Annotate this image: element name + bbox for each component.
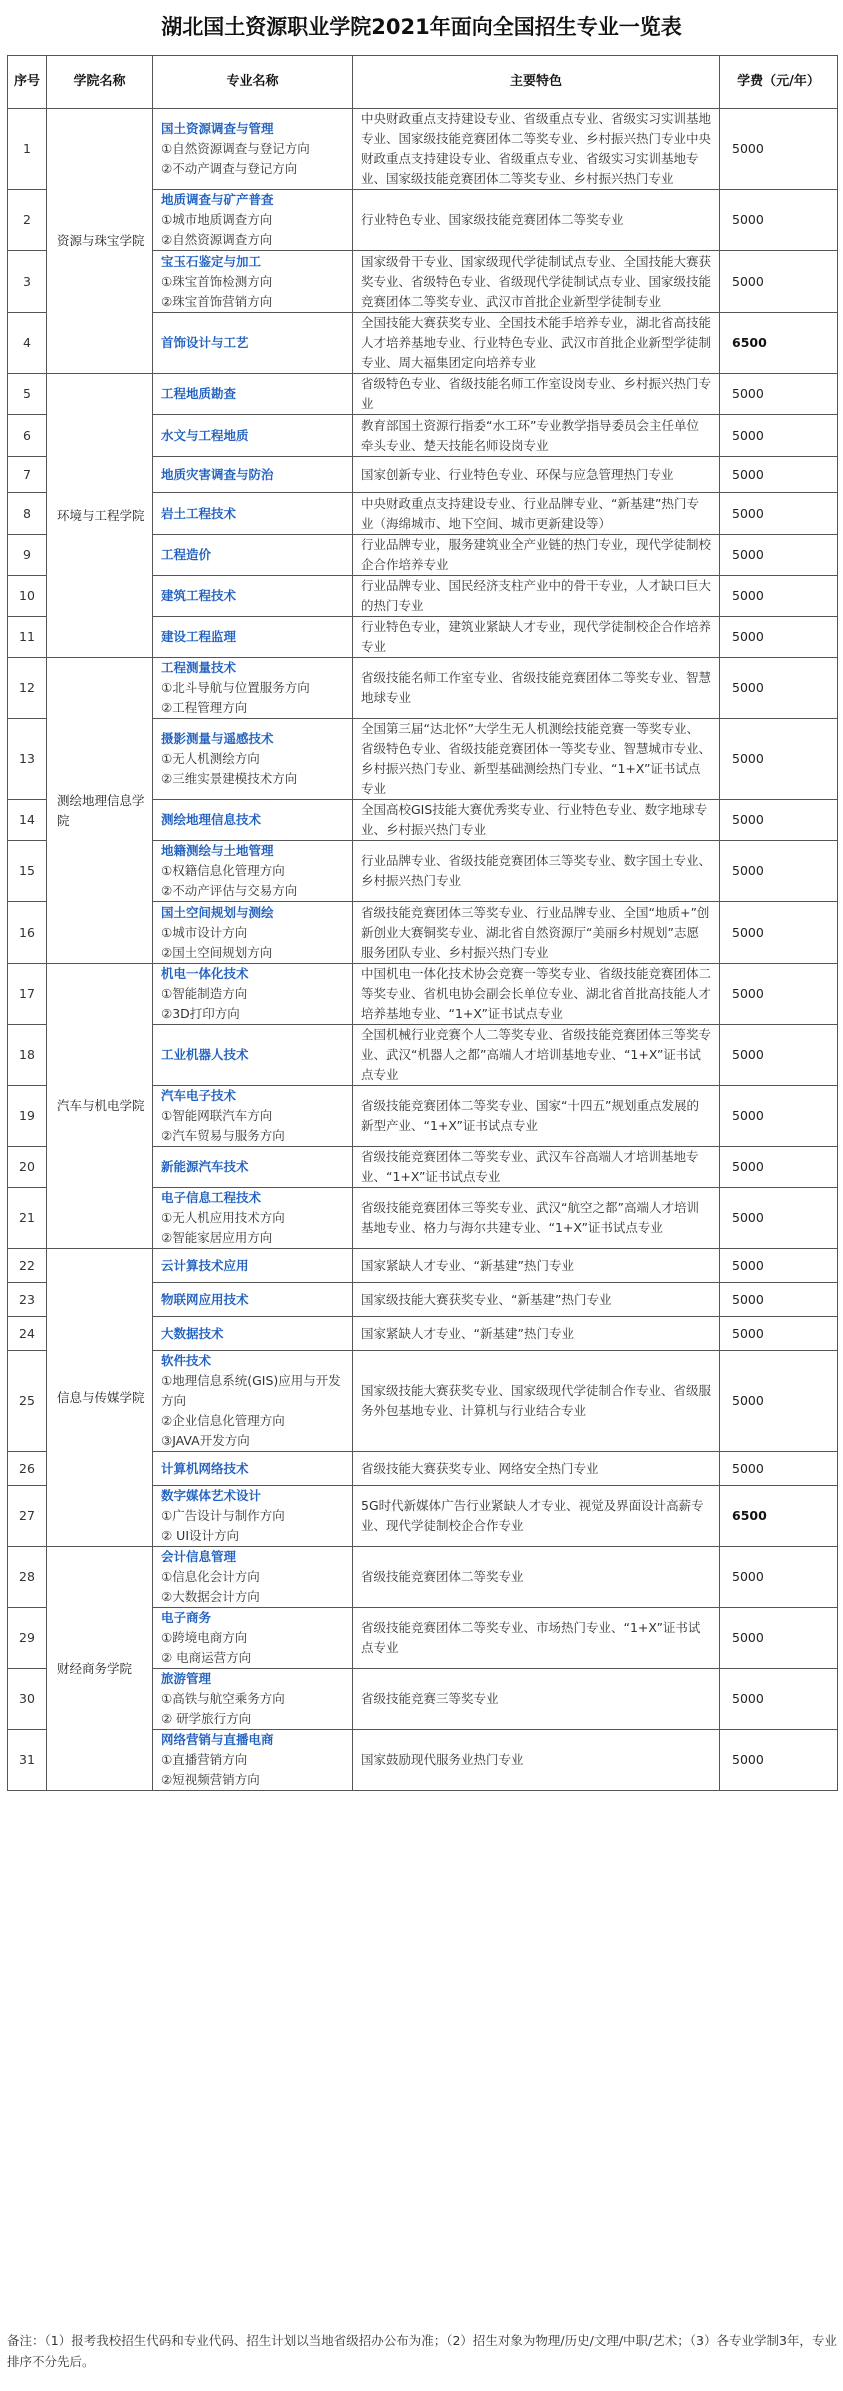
major-direction: ①自然资源调查与登记方向 xyxy=(161,141,310,156)
row-number: 3 xyxy=(8,251,47,313)
major-direction: ①跨境电商方向 xyxy=(161,1630,248,1645)
row-number: 10 xyxy=(8,576,47,617)
major-features: 中国机电一体化技术协会竞赛一等奖专业、省级技能竞赛团体二等奖专业、省机电协会副会长单位专业、湖北省首批高技能人才培养基地专业、“1+X”证书试点专业 xyxy=(353,964,720,1025)
major-features: 国家级技能大赛获奖专业、“新基建”热门专业 xyxy=(353,1283,720,1317)
major-direction: ②三维实景建模技术方向 xyxy=(161,771,298,786)
table-header-row xyxy=(8,56,838,109)
major-direction: ①信息化会计方向 xyxy=(161,1569,260,1584)
major-cell xyxy=(153,374,353,415)
major-features: 全国机械行业竞赛个人二等奖专业、省级技能竞赛团体三等奖专业、武汉“机器人之都”高端人才培训基地专业、“1+X”证书试点专业 xyxy=(353,1025,720,1086)
major-features: 行业品牌专业，服务建筑业全产业链的热门专业，现代学徒制校企合作培养专业 xyxy=(353,535,720,576)
major-direction: ①地理信息系统(GIS)应用与开发方向 xyxy=(161,1373,341,1408)
row-number: 22 xyxy=(8,1249,47,1283)
major-features: 中央财政重点支持建设专业、省级重点专业、省级实习实训基地专业、国家级技能竞赛团体二等奖专业、乡村振兴热门专业中央财政重点支持建设专业、省级重点专业、省级实习实训基地专业、国家级技能竞赛团体二等奖专业、乡村振兴热门专业 xyxy=(353,109,720,190)
major-direction: ② UI设计方向 xyxy=(161,1528,240,1543)
major-direction: ② 研学旅行方向 xyxy=(161,1711,252,1726)
major-name: 建筑工程技术 xyxy=(161,588,237,603)
major-name: 计算机网络技术 xyxy=(161,1460,249,1476)
college-name: 测绘地理信息学院 xyxy=(47,658,153,964)
major-name: 机电一体化技术 xyxy=(161,966,249,981)
row-number: 17 xyxy=(8,964,47,1025)
major-name: 工业机器人技术 xyxy=(161,1047,249,1062)
major-features: 省级技能竞赛团体二等奖专业、武汉车谷高端人才培训基地专业、“1+X”证书试点专业 xyxy=(353,1147,720,1188)
major-direction: ①城市地质调查方向 xyxy=(161,212,273,227)
major-name: 数字媒体艺术设计 xyxy=(161,1488,262,1503)
major-cell xyxy=(153,1249,353,1283)
row-number: 19 xyxy=(8,1086,47,1147)
major-cell xyxy=(153,1486,353,1547)
major-name: 建设工程监理 xyxy=(161,629,237,644)
tuition-fee: 5000 xyxy=(720,1608,838,1669)
college-name: 环境与工程学院 xyxy=(47,374,153,658)
major-cell xyxy=(153,1283,353,1317)
major-name: 测绘地理信息技术 xyxy=(161,812,262,827)
major-name: 工程造价 xyxy=(161,547,212,562)
major-direction: ①直播营销方向 xyxy=(161,1752,248,1767)
tuition-fee: 5000 xyxy=(720,109,838,190)
row-number: 8 xyxy=(8,493,47,535)
table-row xyxy=(8,964,838,1025)
major-features: 国家鼓励现代服务业热门专业 xyxy=(353,1730,720,1791)
major-name: 摄影测量与遥感技术 xyxy=(161,731,274,746)
major-cell xyxy=(153,535,353,576)
major-cell xyxy=(153,902,353,964)
tuition-fee: 5000 xyxy=(720,1730,838,1791)
major-direction: ②汽车贸易与服务方向 xyxy=(161,1128,285,1143)
row-number: 12 xyxy=(8,658,47,719)
major-cell xyxy=(153,313,353,374)
major-name: 岩土工程技术 xyxy=(161,505,237,521)
major-direction: ② 电商运营方向 xyxy=(161,1650,252,1665)
major-name: 软件技术 xyxy=(161,1353,212,1368)
major-cell xyxy=(153,617,353,658)
major-name: 物联网应用技术 xyxy=(161,1291,249,1307)
table-body xyxy=(8,109,838,1791)
major-direction: ②企业信息化管理方向 xyxy=(161,1413,285,1428)
major-cell xyxy=(153,964,353,1025)
major-cell xyxy=(153,109,353,190)
major-direction: ①珠宝首饰检测方向 xyxy=(161,273,273,289)
major-cell xyxy=(153,1025,353,1086)
tuition-fee: 6500 xyxy=(720,313,838,374)
tuition-fee: 5000 xyxy=(720,1351,838,1452)
major-name: 工程地质勘查 xyxy=(161,386,237,401)
major-features: 省级技能竞赛团体二等奖专业、国家“十四五”规划重点发展的新型产业、“1+X”证书试点专业 xyxy=(353,1086,720,1147)
header-college: 学院名称 xyxy=(47,56,153,109)
major-direction: ①智能网联汽车方向 xyxy=(161,1108,273,1123)
major-cell xyxy=(153,1317,353,1351)
major-name: 地籍测绘与土地管理 xyxy=(161,843,274,858)
row-number: 21 xyxy=(8,1188,47,1249)
major-name: 云计算技术应用 xyxy=(161,1257,249,1273)
major-name: 国土空间规划与测绘 xyxy=(161,904,274,920)
tuition-fee: 6500 xyxy=(720,1486,838,1547)
college-name: 信息与传媒学院 xyxy=(47,1249,153,1547)
major-direction: ①广告设计与制作方向 xyxy=(161,1508,285,1523)
major-features: 省级技能竞赛团体二等奖专业、市场热门专业、“1+X”证书试点专业 xyxy=(353,1608,720,1669)
major-features: 教育部国土资源行指委“水工环”专业教学指导委员会主任单位牵头专业、楚天技能名师设岗专业 xyxy=(353,415,720,457)
major-features: 国家级骨干专业、国家级现代学徒制试点专业、全国技能大赛获奖专业、省级特色专业、省级现代学徒制试点专业、国家级技能竞赛团体二等奖专业、武汉市首批企业新型学徒制专业 xyxy=(353,251,720,313)
row-number: 31 xyxy=(8,1730,47,1791)
major-cell xyxy=(153,800,353,841)
row-number: 9 xyxy=(8,535,47,576)
row-number: 27 xyxy=(8,1486,47,1547)
tuition-fee: 5000 xyxy=(720,457,838,493)
page-title: 湖北国土资源职业学院2021年面向全国招生专业一览表 xyxy=(161,15,682,39)
table-row xyxy=(8,658,838,719)
major-cell xyxy=(153,1086,353,1147)
row-number: 23 xyxy=(8,1283,47,1317)
footnote: 备注：（1）报考我校招生代码和专业代码、招生计划以当地省级招办公布为准；（2）招生对象为物理/历史/文理/中职/艺术；（3）各专业学制3年，专业排序不分先后。 xyxy=(7,2333,837,2369)
major-features: 全国高校GIS技能大赛优秀奖专业、行业特色专业、数字地球专业、乡村振兴热门专业 xyxy=(353,800,720,841)
major-features: 国家紧缺人才专业、“新基建”热门专业 xyxy=(353,1249,720,1283)
major-direction: ②国土空间规划方向 xyxy=(161,944,273,960)
major-name: 旅游管理 xyxy=(161,1671,212,1686)
major-direction: ②大数据会计方向 xyxy=(161,1589,260,1604)
tuition-fee: 5000 xyxy=(720,1547,838,1608)
major-cell xyxy=(153,1547,353,1608)
major-direction: ②智能家居应用方向 xyxy=(161,1230,273,1245)
majors-table xyxy=(7,55,838,1791)
major-features: 省级技能竞赛团体三等奖专业、武汉“航空之都”高端人才培训基地专业、格力与海尔共建专业、“1+X”证书试点专业 xyxy=(353,1188,720,1249)
tuition-fee: 5000 xyxy=(720,902,838,964)
tuition-fee: 5000 xyxy=(720,1249,838,1283)
row-number: 1 xyxy=(8,109,47,190)
row-number: 25 xyxy=(8,1351,47,1452)
major-direction: ②不动产调查与登记方向 xyxy=(161,161,298,176)
header-no: 序号 xyxy=(8,56,47,109)
major-features: 中央财政重点支持建设专业、行业品牌专业、“新基建”热门专业（海绵城市、地下空间、城市更新建设等） xyxy=(353,493,720,535)
table-row xyxy=(8,109,838,190)
tuition-fee: 5000 xyxy=(720,1147,838,1188)
major-cell xyxy=(153,1730,353,1791)
major-features: 行业特色专业，建筑业紧缺人才专业，现代学徒制校企合作培养专业 xyxy=(353,617,720,658)
major-features: 省级技能竞赛三等奖专业 xyxy=(353,1669,720,1730)
major-cell xyxy=(153,1188,353,1249)
college-name: 资源与珠宝学院 xyxy=(47,109,153,374)
major-features: 全国第三届“达北怀”大学生无人机测绘技能竞赛一等奖专业、省级特色专业、省级技能竞赛团体一等奖专业、智慧城市专业、乡村振兴热门专业、新型基础测绘热门专业、“1+X”证书试点专业 xyxy=(353,719,720,800)
tuition-fee: 5000 xyxy=(720,1317,838,1351)
major-direction: ①智能制造方向 xyxy=(161,986,248,1001)
major-direction: ①城市设计方向 xyxy=(161,924,248,940)
major-cell xyxy=(153,1351,353,1452)
tuition-fee: 5000 xyxy=(720,251,838,313)
major-direction: ②3D打印方向 xyxy=(161,1006,240,1021)
major-name: 地质调查与矿产普查 xyxy=(161,192,274,207)
major-cell xyxy=(153,576,353,617)
major-cell xyxy=(153,1147,353,1188)
major-cell xyxy=(153,658,353,719)
major-direction: ②短视频营销方向 xyxy=(161,1772,260,1787)
tuition-fee: 5000 xyxy=(720,190,838,251)
major-direction: ②工程管理方向 xyxy=(161,700,248,715)
row-number: 16 xyxy=(8,902,47,964)
major-cell xyxy=(153,1452,353,1486)
major-name: 宝玉石鉴定与加工 xyxy=(161,253,262,269)
row-number: 5 xyxy=(8,374,47,415)
major-features: 省级技能竞赛团体三等奖专业、行业品牌专业、全国“地质+”创新创业大赛铜奖专业、湖北省自然资源厅“美丽乡村规划”志愿服务团队专业、乡村振兴热门专业 xyxy=(353,902,720,964)
major-features: 省级技能竞赛团体二等奖专业 xyxy=(353,1547,720,1608)
tuition-fee: 5000 xyxy=(720,415,838,457)
row-number: 15 xyxy=(8,841,47,902)
row-number: 29 xyxy=(8,1608,47,1669)
major-features: 省级技能名师工作室专业、省级技能竞赛团体二等奖专业、智慧地球专业 xyxy=(353,658,720,719)
major-direction: ②不动产评估与交易方向 xyxy=(161,883,298,898)
major-cell xyxy=(153,415,353,457)
major-cell xyxy=(153,190,353,251)
table-row xyxy=(8,1249,838,1283)
major-name: 国土资源调查与管理 xyxy=(161,121,274,136)
major-cell xyxy=(153,1608,353,1669)
college-name: 汽车与机电学院 xyxy=(47,964,153,1249)
major-features: 国家创新专业、行业特色专业、环保与应急管理热门专业 xyxy=(353,457,720,493)
header-features: 主要特色 xyxy=(353,56,720,109)
tuition-fee: 5000 xyxy=(720,1086,838,1147)
major-cell xyxy=(153,457,353,493)
tuition-fee: 5000 xyxy=(720,493,838,535)
major-features: 省级技能大赛获奖专业、网络安全热门专业 xyxy=(353,1452,720,1486)
row-number: 7 xyxy=(8,457,47,493)
major-features: 行业品牌专业、国民经济支柱产业中的骨干专业，人才缺口巨大的热门专业 xyxy=(353,576,720,617)
row-number: 30 xyxy=(8,1669,47,1730)
major-direction: ①权籍信息化管理方向 xyxy=(161,863,285,878)
major-name: 大数据技术 xyxy=(161,1325,224,1341)
row-number: 13 xyxy=(8,719,47,800)
row-number: 28 xyxy=(8,1547,47,1608)
row-number: 24 xyxy=(8,1317,47,1351)
major-direction: ①北斗导航与位置服务方向 xyxy=(161,680,310,695)
major-name: 电子信息工程技术 xyxy=(161,1190,262,1205)
major-features: 国家级技能大赛获奖专业、国家级现代学徒制合作专业、省级服务外包基地专业、计算机与行业结合专业 xyxy=(353,1351,720,1452)
row-number: 14 xyxy=(8,800,47,841)
major-cell xyxy=(153,719,353,800)
tuition-fee: 5000 xyxy=(720,617,838,658)
major-direction: ③JAVA开发方向 xyxy=(161,1433,250,1448)
row-number: 26 xyxy=(8,1452,47,1486)
major-direction: ①无人机测绘方向 xyxy=(161,751,260,766)
major-name: 电子商务 xyxy=(161,1610,212,1625)
major-cell xyxy=(153,251,353,313)
major-features: 行业特色专业、国家级技能竞赛团体二等奖专业 xyxy=(353,190,720,251)
major-cell xyxy=(153,493,353,535)
row-number: 18 xyxy=(8,1025,47,1086)
major-direction: ②珠宝首饰营销方向 xyxy=(161,293,273,309)
row-number: 4 xyxy=(8,313,47,374)
college-name: 财经商务学院 xyxy=(47,1547,153,1791)
major-name: 汽车电子技术 xyxy=(161,1088,237,1103)
tuition-fee: 5000 xyxy=(720,719,838,800)
table-row xyxy=(8,1547,838,1608)
major-name: 水文与工程地质 xyxy=(161,427,249,443)
tuition-fee: 5000 xyxy=(720,576,838,617)
tuition-fee: 5000 xyxy=(720,1283,838,1317)
major-cell xyxy=(153,1669,353,1730)
tuition-fee: 5000 xyxy=(720,964,838,1025)
tuition-fee: 5000 xyxy=(720,800,838,841)
tuition-fee: 5000 xyxy=(720,1452,838,1486)
major-features: 国家紧缺人才专业、“新基建”热门专业 xyxy=(353,1317,720,1351)
row-number: 20 xyxy=(8,1147,47,1188)
tuition-fee: 5000 xyxy=(720,535,838,576)
major-name: 工程测量技术 xyxy=(161,660,237,675)
major-cell xyxy=(153,841,353,902)
row-number: 2 xyxy=(8,190,47,251)
major-name: 网络营销与直播电商 xyxy=(161,1732,274,1747)
major-features: 全国技能大赛获奖专业、全国技术能手培养专业，湖北省高技能人才培养基地专业、行业特色专业、武汉市首批企业新型学徒制专业、周大福集团定向培养专业 xyxy=(353,313,720,374)
major-name: 会计信息管理 xyxy=(161,1549,237,1564)
tuition-fee: 5000 xyxy=(720,841,838,902)
major-features: 行业品牌专业、省级技能竞赛团体三等奖专业、数字国土专业、乡村振兴热门专业 xyxy=(353,841,720,902)
tuition-fee: 5000 xyxy=(720,658,838,719)
major-name: 地质灾害调查与防治 xyxy=(161,466,274,482)
major-name: 新能源汽车技术 xyxy=(161,1159,249,1174)
tuition-fee: 5000 xyxy=(720,1669,838,1730)
tuition-fee: 5000 xyxy=(720,1025,838,1086)
header-major: 专业名称 xyxy=(153,56,353,109)
row-number: 11 xyxy=(8,617,47,658)
row-number: 6 xyxy=(8,415,47,457)
major-direction: ②自然资源调查方向 xyxy=(161,232,273,247)
major-direction: ①高铁与航空乘务方向 xyxy=(161,1691,285,1706)
major-name: 首饰设计与工艺 xyxy=(161,335,249,350)
major-features: 省级特色专业、省级技能名师工作室设岗专业、乡村振兴热门专业 xyxy=(353,374,720,415)
table-row xyxy=(8,374,838,415)
header-fee: 学费（元/年） xyxy=(720,56,838,109)
major-direction: ①无人机应用技术方向 xyxy=(161,1210,285,1225)
major-features: 5G时代新媒体广告行业紧缺人才专业、视觉及界面设计高薪专业、现代学徒制校企合作专业 xyxy=(353,1486,720,1547)
tuition-fee: 5000 xyxy=(720,374,838,415)
tuition-fee: 5000 xyxy=(720,1188,838,1249)
